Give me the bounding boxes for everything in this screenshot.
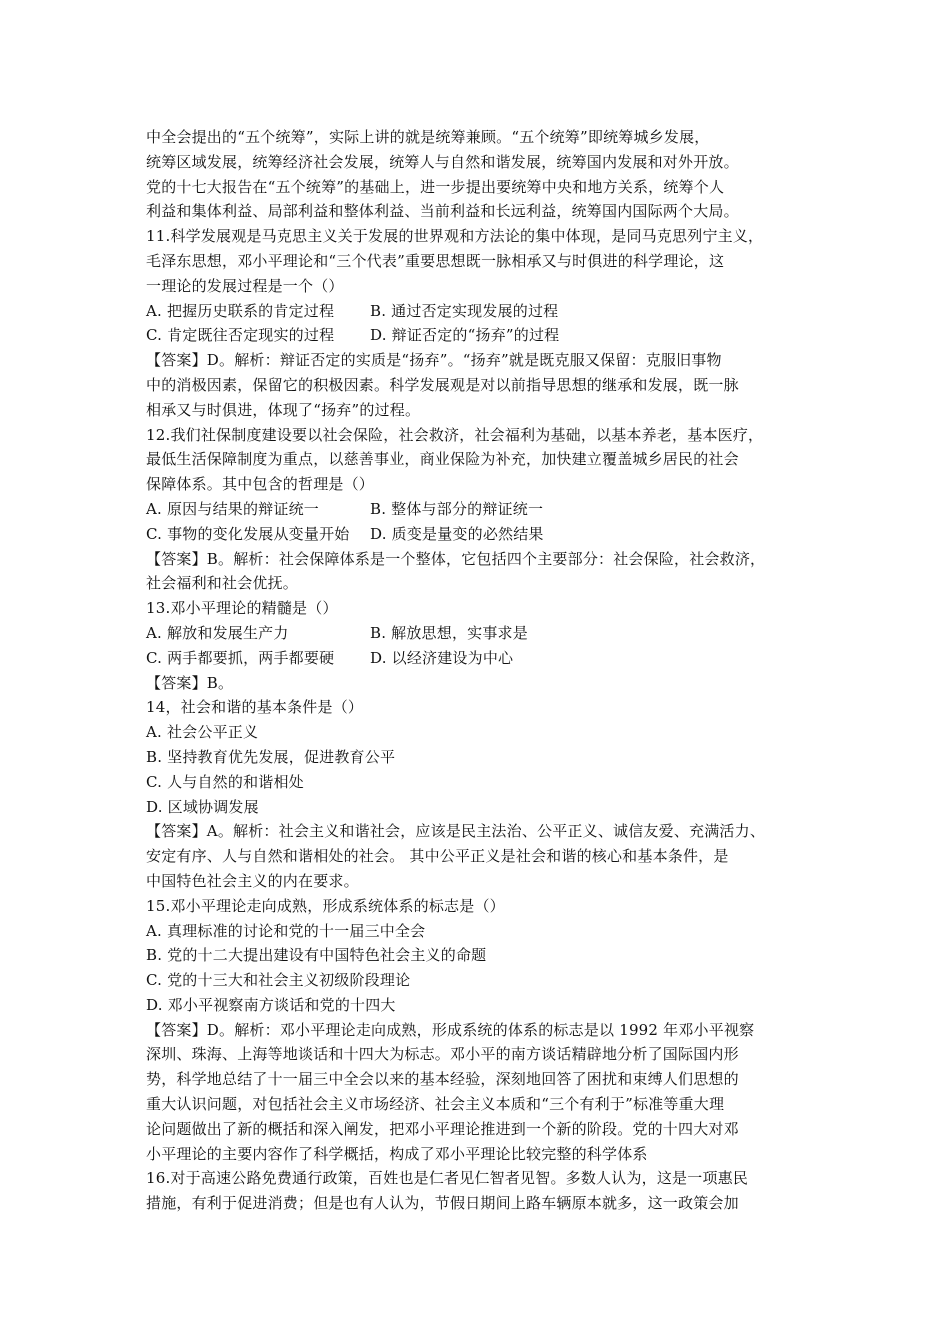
q12-option-a: A. 原因与结果的辩证统一: [146, 499, 319, 518]
q13-stem: 13.邓小平理论的精髓是（）: [146, 599, 338, 618]
q13-answer: 【答案】B。: [146, 673, 234, 692]
q14-option-c: C. 人与自然的和谐相处: [146, 772, 304, 791]
q12-answer: 【答案】B。解析：社会保障体系是一个整体，它包括四个主要部分：社会保险，社会救济，: [146, 549, 766, 568]
intro-line: 中全会提出的“五个统筹”，实际上讲的就是统筹兼顾。“五个统筹”即统筹城乡发展，: [146, 128, 710, 146]
q11-answer: 【答案】D。解析：辩证否定的实质是“扬弃”。“扬弃”就是既克服又保留：克服旧事物: [146, 351, 722, 370]
q11-answer: 中的消极因素，保留它的积极因素。科学发展观是对以前指导思想的继承和发展，既一脉: [146, 375, 739, 394]
q14-answer: 【答案】A。解析：社会主义和谐社会，应该是民主法治、公平正义、诚信友爱、充满活力、: [146, 822, 766, 841]
q12-option-c: C. 事物的变化发展从变量开始: [146, 524, 350, 543]
q15-stem: 15.邓小平理论走向成熟，形成系统体系的标志是（）: [146, 896, 505, 915]
q12-answer: 社会福利和社会优抚。: [146, 574, 299, 593]
q12-options-ab: [146, 497, 826, 522]
q13-option-b: B. 解放思想，实事求是: [370, 623, 528, 642]
q11-answer: 相承又与时俱进，体现了“扬弃”的过程。: [146, 400, 421, 419]
q15-option-d: D. 邓小平视察南方谈话和党的十四大: [146, 995, 396, 1014]
q15-answer: 【答案】D。解析：邓小平理论走向成熟，形成系统的体系的标志是以 1992 年邓小平视察: [146, 1020, 755, 1039]
q12-stem: 12.我们社保制度建设要以社会保险，社会救济，社会福利为基础，以基本养老，基本医疗，: [146, 425, 764, 444]
q13-option-c: C. 两手都要抓，两手都要硬: [146, 648, 335, 667]
document-page: [146, 125, 826, 1216]
q14-option-d: D. 区域协调发展: [146, 797, 259, 816]
q11-stem: 11.科学发展观是马克思主义关于发展的世界观和方法论的集中体现，是同马克思列宁主义，: [146, 227, 764, 246]
q11-option-a: A. 把握历史联系的肯定过程: [146, 301, 335, 320]
q16-stem: 16.对于高速公路免费通行政策，百姓也是仁者见仁智者见智。多数人认为，这是一项惠民: [146, 1169, 749, 1188]
q15-answer: 势，科学地总结了十一届三中全会以来的基本经验，深刻地回答了困扰和束缚人们思想的: [146, 1070, 739, 1089]
intro-line: 统筹区域发展，统筹经济社会发展，统筹人与自然和谐发展，统筹国内发展和对外开放。: [146, 152, 739, 171]
q14-option-b: B. 坚持教育优先发展，促进教育公平: [146, 747, 396, 766]
q14-stem: 14，社会和谐的基本条件是（）: [146, 698, 364, 717]
q13-options-cd: [146, 646, 826, 671]
q15-answer: 论问题做出了新的概括和深入阐发，把邓小平理论推进到一个新的阶段。党的十四大对邓: [146, 1119, 739, 1138]
q12-option-d: D. 质变是量变的必然结果: [370, 524, 544, 543]
q12-options-cd: [146, 522, 826, 547]
intro-line: 利益和集体利益、局部利益和整体利益、当前利益和长远利益，统筹国内国际两个大局。: [146, 202, 739, 221]
q12-stem: 保障体系。其中包含的哲理是（）: [146, 475, 375, 494]
q15-option-b: B. 党的十二大提出建设有中国特色社会主义的命题: [146, 946, 487, 965]
q12-stem: 最低生活保障制度为重点，以慈善事业，商业保险为补充，加快建立覆盖城乡居民的社会: [146, 450, 739, 469]
q15-answer: 小平理论的主要内容作了科学概括，构成了邓小平理论比较完整的科学体系: [146, 1144, 648, 1163]
q13-option-a: A. 解放和发展生产力: [146, 623, 289, 642]
q11-option-b: B. 通过否定实现发展的过程: [370, 301, 559, 320]
intro-line: 党的十七大报告在“五个统筹”的基础上，进一步提出要统筹中央和地方关系，统筹个人: [146, 177, 725, 196]
q14-option-a: A. 社会公平正义: [146, 723, 259, 742]
q11-stem: 毛泽东思想，邓小平理论和“三个代表”重要思想既一脉相承又与时俱进的科学理论，这: [146, 251, 725, 270]
q16-stem: 措施，有利于促进消费；但是也有人认为，节假日期间上路车辆原本就多，这一政策会加: [146, 1194, 739, 1213]
q13-options-ab: [146, 621, 826, 646]
q13-option-d: D. 以经济建设为中心: [370, 648, 514, 667]
q11-options-cd: [146, 323, 826, 348]
q11-option-d: D. 辩证否定的“扬弃”的过程: [370, 326, 560, 345]
q15-answer: 重大认识问题，对包括社会主义市场经济、社会主义本质和“三个有利于”标准等重大理: [146, 1095, 725, 1114]
q11-stem: 一理论的发展过程是一个（）: [146, 276, 344, 295]
q15-option-a: A. 真理标准的讨论和党的十一届三中全会: [146, 921, 426, 940]
q11-options-ab: [146, 299, 826, 324]
q15-option-c: C. 党的十三大和社会主义初级阶段理论: [146, 971, 411, 990]
q14-answer: 安定有序、人与自然和谐相处的社会。 其中公平正义是社会和谐的核心和基本条件，是: [146, 847, 729, 866]
q11-option-c: C. 肯定既往否定现实的过程: [146, 326, 335, 345]
q15-answer: 深圳、珠海、上海等地谈话和十四大为标志。邓小平的南方谈话精辟地分析了国际国内形: [146, 1045, 739, 1064]
q14-answer: 中国特色社会主义的内在要求。: [146, 871, 359, 890]
q12-option-b: B. 整体与部分的辩证统一: [370, 499, 544, 518]
